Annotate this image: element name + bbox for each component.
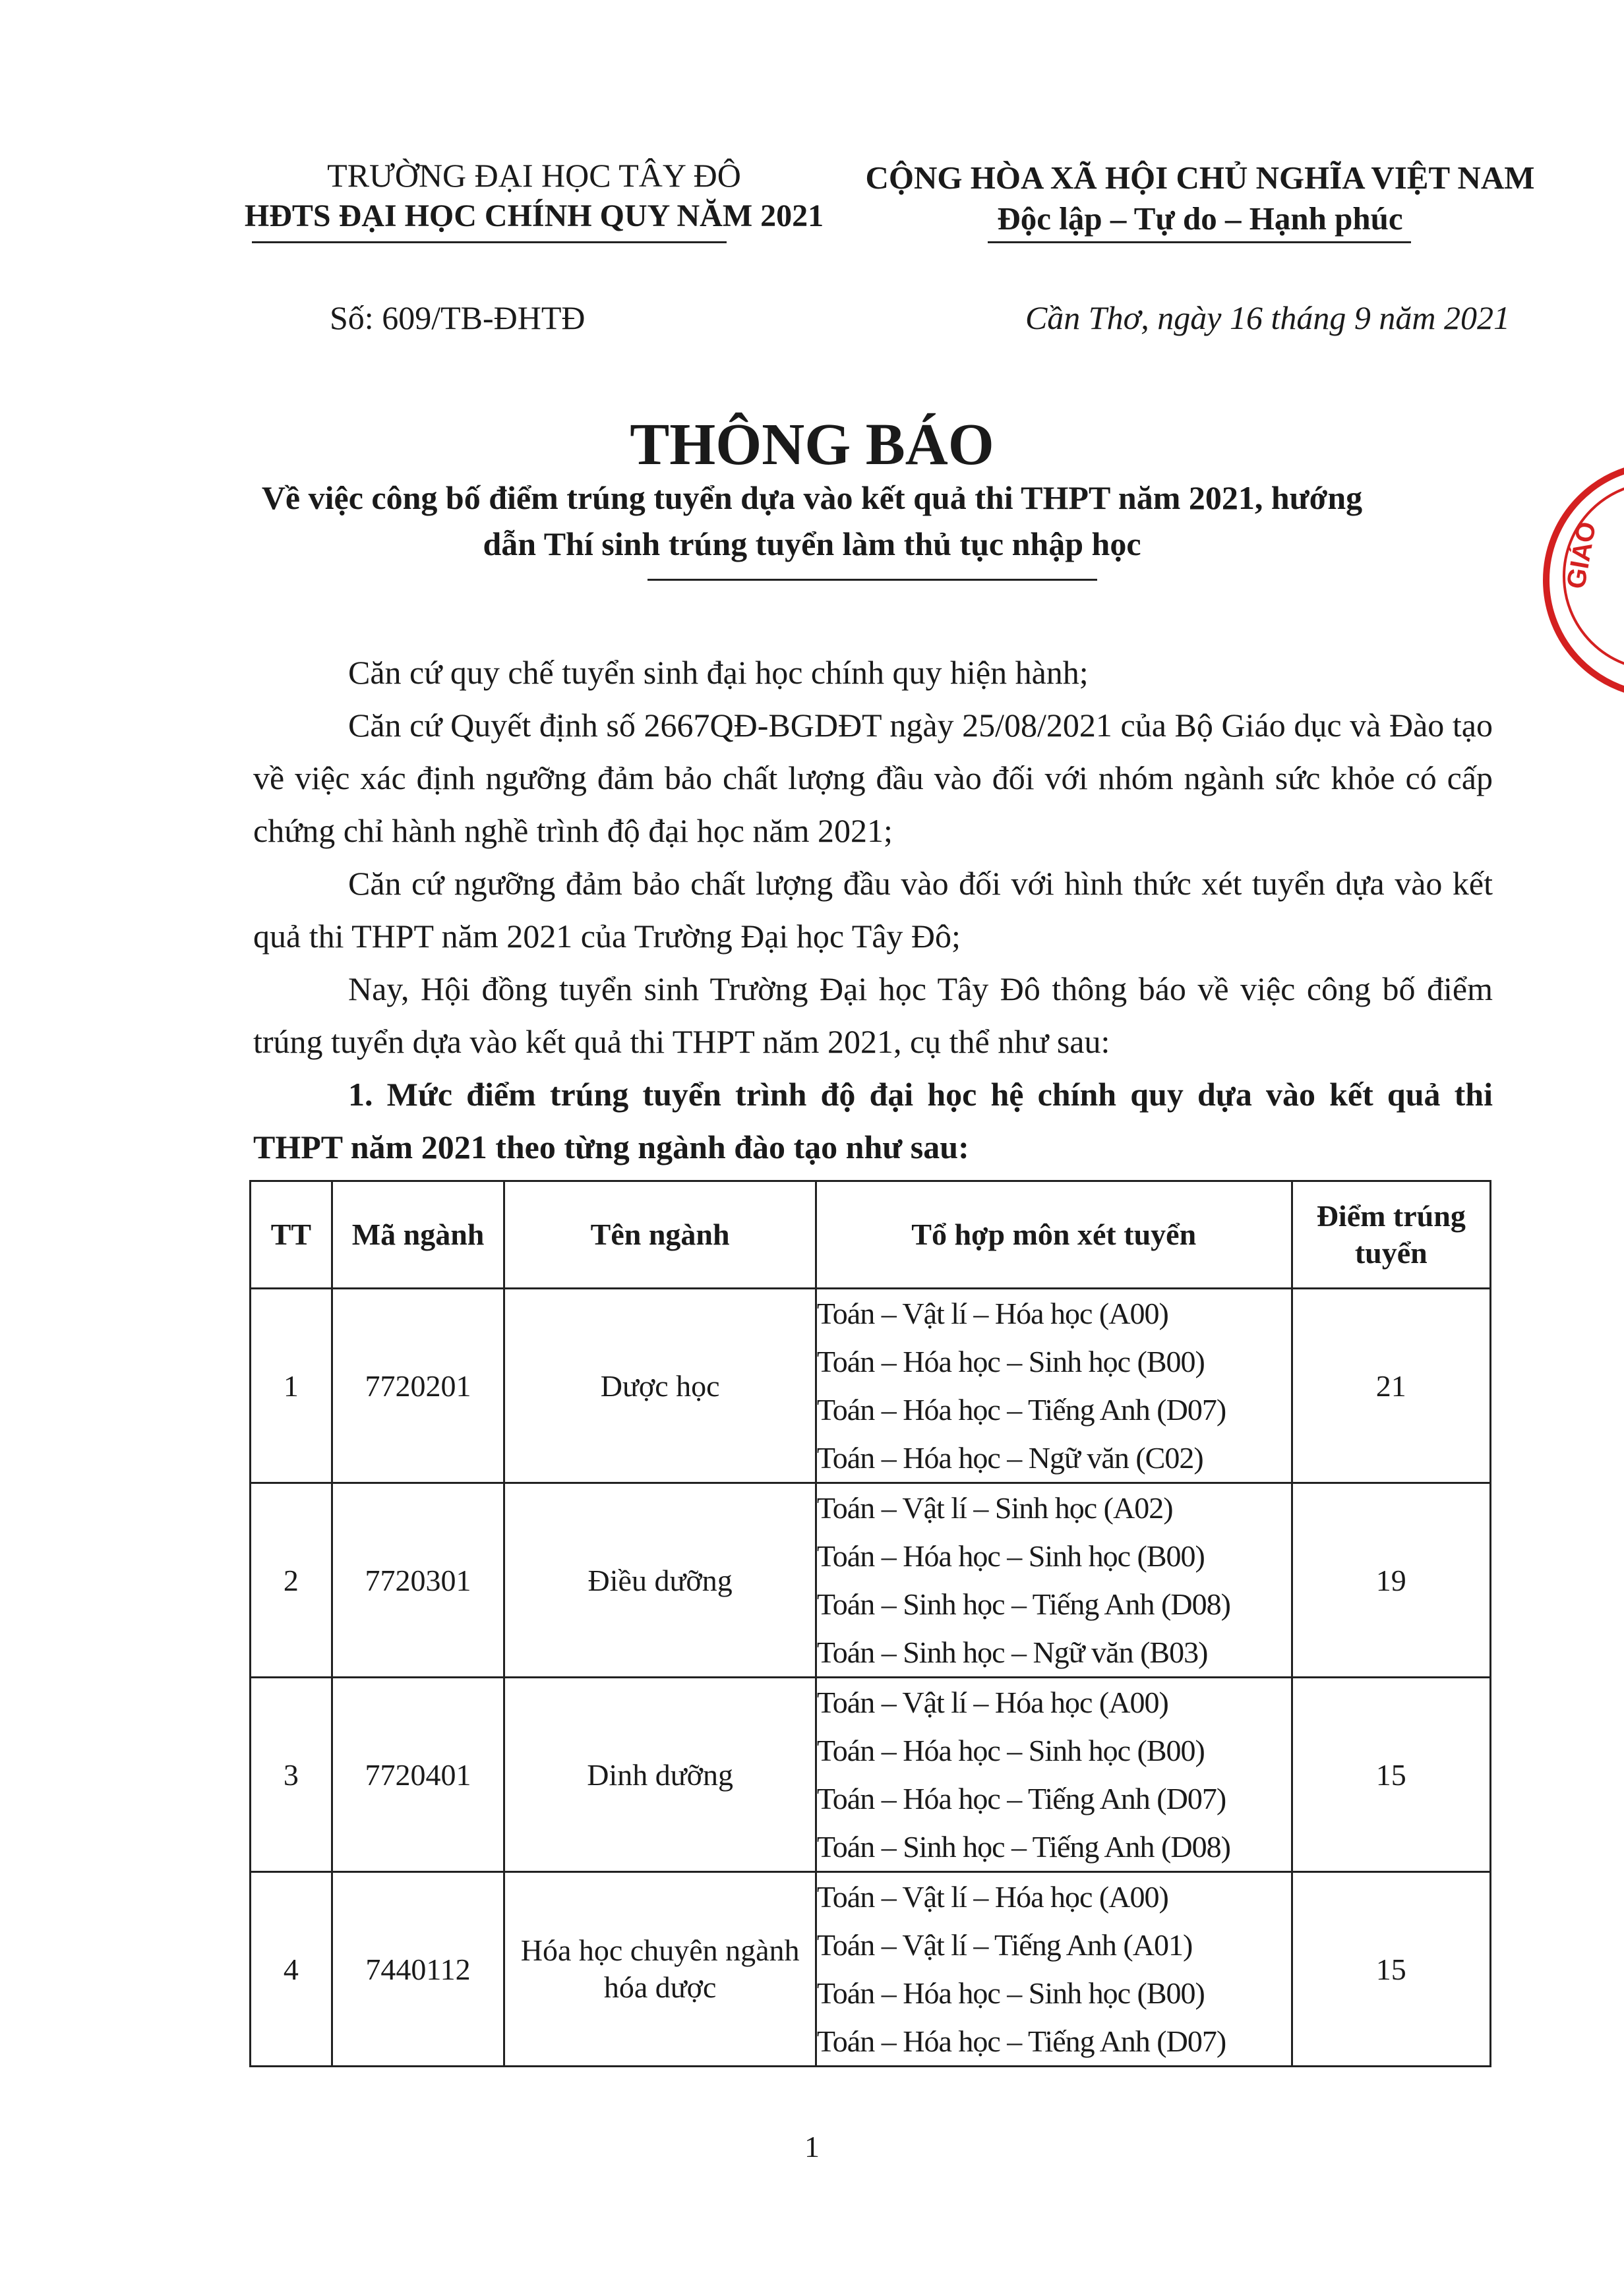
table-header-row — [251, 1181, 1491, 1289]
paragraph-announcement: Nay, Hội đồng tuyển sinh Trường Đại học Tây Đô thông báo về việc công bố điểm trúng tuyển dựa vào kết quả thi THPT năm 2021, cụ thể như sau: — [253, 970, 1493, 1060]
row-major-code: 7720401 — [332, 1678, 504, 1872]
row-admission-score: 15 — [1292, 1678, 1490, 1872]
table-row — [251, 1872, 1491, 2067]
row-subject-combinations — [816, 1872, 1292, 2067]
subject-combination: Toán – Vật lí – Hóa học (A00) — [816, 1297, 1168, 1330]
subject-combination: Toán – Hóa học – Sinh học (B00) — [816, 1976, 1205, 2010]
table-row — [251, 1678, 1491, 1872]
subject-combination: Toán – Sinh học – Tiếng Anh (D08) — [816, 1587, 1230, 1621]
subject-combination: Toán – Vật lí – Hóa học (A00) — [816, 1686, 1168, 1719]
admission-score-table — [249, 1180, 1491, 2067]
subject-combination: Toán – Hóa học – Ngữ văn (C02) — [816, 1441, 1203, 1475]
subtitle-line-1: Về việc công bố điểm trúng tuyển dựa vào kết quả thi THPT năm 2021, hướng — [261, 479, 1363, 516]
subject-combination: Toán – Vật lí – Tiếng Anh (A01) — [816, 1928, 1193, 1962]
table-row — [251, 1289, 1491, 1483]
section-heading-1: 1. Mức điểm trúng tuyển trình độ đại học hệ chính quy dựa vào kết quả thi THPT năm 2021 theo từng ngành đào tạo như sau: — [253, 1076, 1493, 1165]
subject-combination: Toán – Hóa học – Tiếng Anh (D07) — [816, 2024, 1226, 2058]
row-major-name: Hóa học chuyên ngành hóa dược — [504, 1872, 816, 2067]
subject-combination: Toán – Sinh học – Ngữ văn (B03) — [816, 1635, 1208, 1669]
subject-combination: Toán – Hóa học – Tiếng Anh (D07) — [816, 1782, 1226, 1815]
row-subject-combinations — [816, 1289, 1292, 1483]
place-date: Cần Thơ, ngày 16 tháng 9 năm 2021 — [1025, 299, 1510, 336]
republic-name: CỘNG HÒA XÃ HỘI CHỦ NGHĨA VIỆT NAM — [865, 160, 1535, 196]
row-major-name: Dinh dưỡng — [504, 1678, 816, 1872]
document-number: Số: 609/TB-ĐHTĐ — [330, 299, 586, 336]
row-subject-combinations — [816, 1678, 1292, 1872]
subject-combination: Toán – Vật lí – Sinh học (A02) — [816, 1491, 1173, 1525]
row-major-name: Điều dưỡng — [504, 1483, 816, 1678]
row-major-code: 7720301 — [332, 1483, 504, 1678]
header-major-code: Mã ngành — [332, 1181, 504, 1289]
national-motto: Độc lập – Tự do – Hạnh phúc — [997, 200, 1403, 237]
row-subject-combinations — [816, 1483, 1292, 1678]
paragraph-legal-basis-1: Căn cứ quy chế tuyển sinh đại học chính quy hiện hành; — [348, 654, 1089, 691]
subject-combination: Toán – Vật lí – Hóa học (A00) — [816, 1880, 1168, 1914]
right-header-rule — [988, 241, 1411, 243]
table-row — [251, 1483, 1491, 1678]
header-major-name: Tên ngành — [504, 1181, 816, 1289]
row-major-code: 7440112 — [332, 1872, 504, 2067]
row-tt: 4 — [251, 1872, 332, 2067]
row-admission-score: 19 — [1292, 1483, 1490, 1678]
paragraph-legal-basis-2: Căn cứ Quyết định số 2667QĐ-BGDĐT ngày 25/08/2021 của Bộ Giáo dục và Đào tạo về việc xác định ngưỡng đảm bảo chất lượng đầu vào đối với nhóm ngành sức khỏe có cấp chứng chỉ hành nghề trình độ đại học năm 2021; — [253, 707, 1493, 849]
header-tt: TT — [251, 1181, 332, 1289]
stamp-text: GIÁO — [1561, 519, 1602, 591]
school-name: TRƯỜNG ĐẠI HỌC TÂY ĐÔ — [327, 157, 741, 194]
row-admission-score: 15 — [1292, 1872, 1490, 2067]
row-tt: 3 — [251, 1678, 332, 1872]
subject-combination: Toán – Hóa học – Sinh học (B00) — [816, 1734, 1205, 1767]
subject-combination: Toán – Hóa học – Tiếng Anh (D07) — [816, 1393, 1226, 1427]
row-major-code: 7720201 — [332, 1289, 504, 1483]
admissions-council: HĐTS ĐẠI HỌC CHÍNH QUY NĂM 2021 — [244, 198, 824, 233]
document-title: THÔNG BÁO — [630, 412, 994, 477]
header-admission-score: Điểm trúng tuyển — [1292, 1181, 1490, 1289]
page-number: 1 — [804, 2130, 820, 2164]
paragraph-legal-basis-3: Căn cứ ngưỡng đảm bảo chất lượng đầu vào đối với hình thức xét tuyển dựa vào kết quả thi THPT năm 2021 của Trường Đại học Tây Đô; — [253, 865, 1493, 955]
row-admission-score: 21 — [1292, 1289, 1490, 1483]
subject-combination: Toán – Hóa học – Sinh học (B00) — [816, 1539, 1205, 1573]
subtitle-line-2: dẫn Thí sinh trúng tuyển làm thủ tục nhập học — [483, 525, 1141, 562]
row-major-name: Dược học — [504, 1289, 816, 1483]
subject-combination: Toán – Hóa học – Sinh học (B00) — [816, 1345, 1205, 1378]
left-header-rule — [252, 241, 727, 243]
row-tt: 2 — [251, 1483, 332, 1678]
row-tt: 1 — [251, 1289, 332, 1483]
title-rule — [647, 579, 1097, 581]
subject-combination: Toán – Sinh học – Tiếng Anh (D08) — [816, 1830, 1230, 1864]
header-subject-combination: Tổ hợp môn xét tuyển — [816, 1181, 1292, 1289]
